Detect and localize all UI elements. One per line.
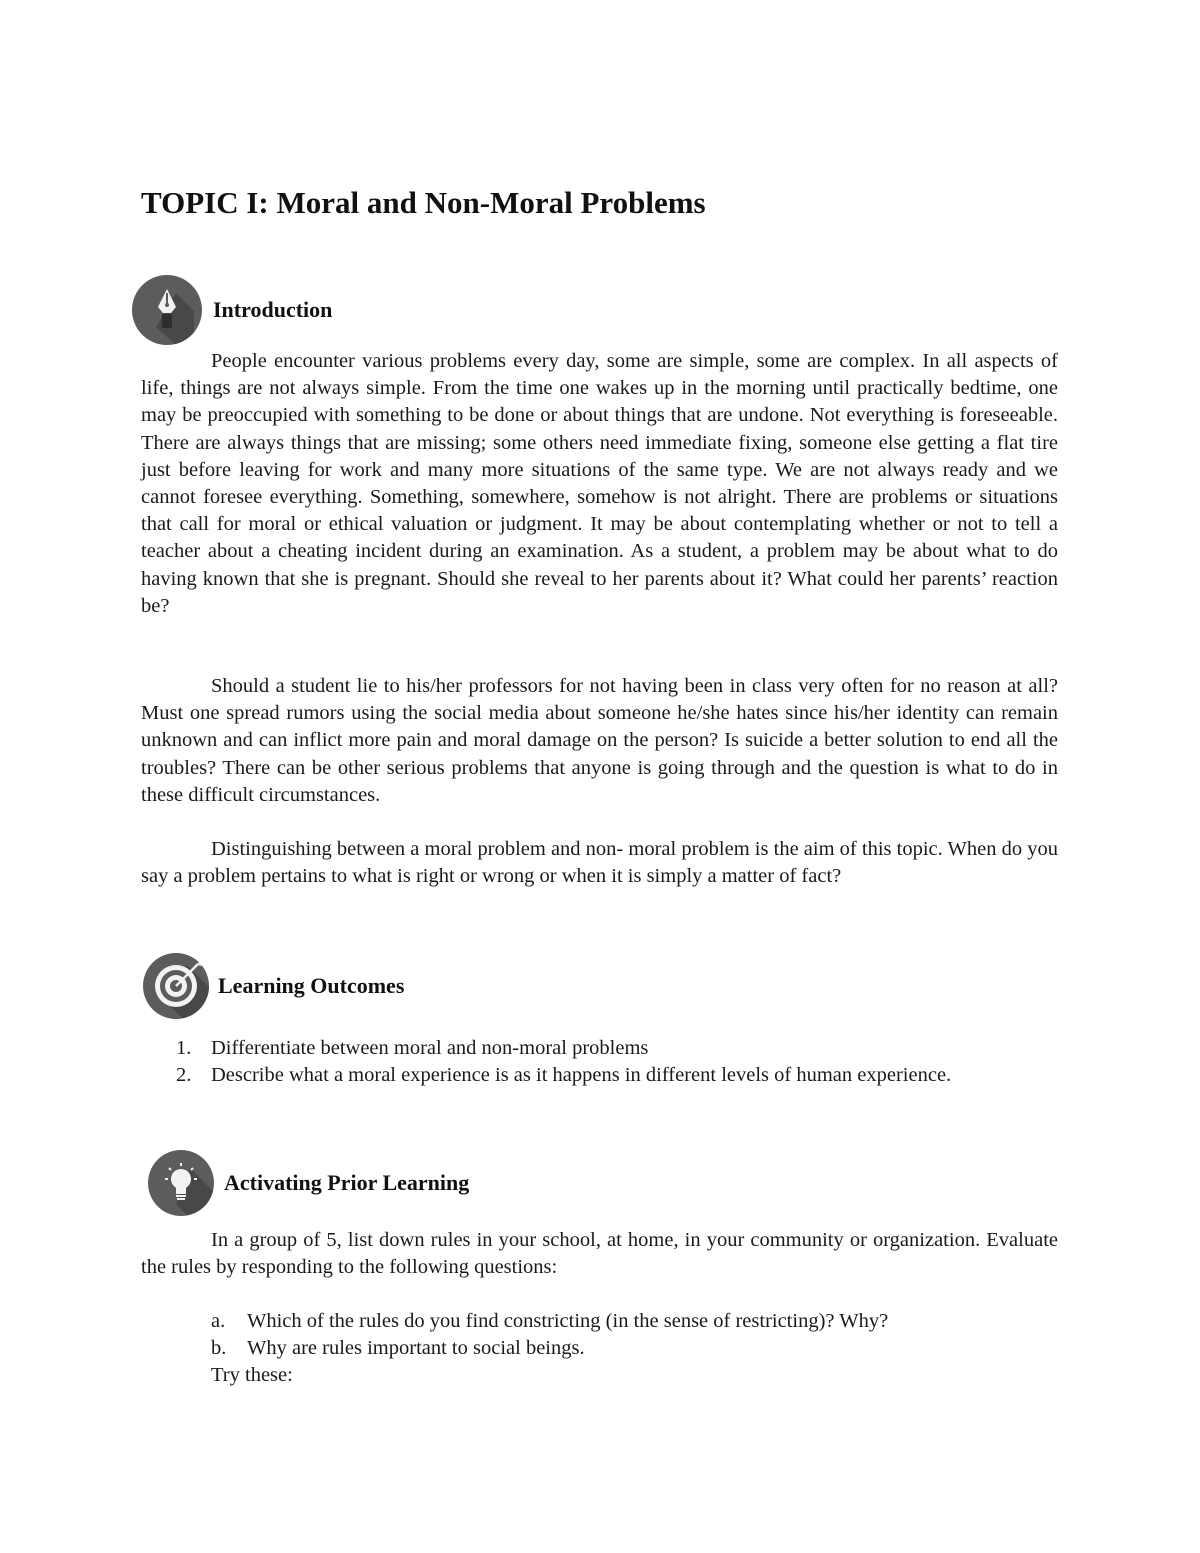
prior-learning-questions (211, 1308, 1058, 1362)
introduction-header (132, 275, 332, 345)
fountain-pen-icon (132, 275, 202, 345)
learning-outcomes-header (143, 953, 404, 1019)
intro-paragraph-2: Should a student lie to his/her professors for not having been in class very often for no reason at all? Must one spread rumors using the social media about someone he/she hates since his/her identity can remain unknown and can inflict more pain and moral damage on the person? Is suicide a better solution to end all the troubles? There can be other serious problems that anyone is going through and the question is what to do in these difficult circumstances. (141, 675, 1058, 806)
learning-outcomes-list (141, 1035, 1058, 1089)
prior-learning-header (148, 1150, 469, 1216)
page-title: TOPIC I: Moral and Non-Moral Problems (141, 185, 706, 220)
list-item-text: Why are rules important to social beings. (247, 1337, 585, 1360)
try-these-text: Try these: (211, 1364, 293, 1386)
lightbulb-icon (148, 1150, 214, 1216)
intro-paragraph-1: People encounter various problems every day, some are simple, some are complex. In all aspects of life, things are not always simple. From the time one wakes up in the morning until practically bedtime, one may be preoccupied with something to be done or about things that are undone. Not everything is foreseeable. There are always things that are missing; some others need immediate fixing, someone else getting a flat tire just before leaving for work and many more situations of the same type. We are not always ready and we cannot foresee everything. Something, somewhere, somehow is not alright. There are problems or situations that call for moral or ethical valuation or judgment. It may be about contemplating whether or not to tell a teacher about a cheating incident during an examination. As a student, a problem may be about what to do having known that she is pregnant. Should she reveal to her parents about it? What could her parents’ reaction be? (141, 350, 1058, 617)
list-item (141, 1062, 1058, 1089)
learning-outcomes-heading: Learning Outcomes (218, 973, 405, 998)
list-item-text: Describe what a moral experience is as it happens in different levels of human experience. (211, 1064, 952, 1087)
list-item (141, 1035, 1058, 1062)
list-item-text: Which of the rules do you find constricting (in the sense of restricting)? Why? (247, 1310, 889, 1332)
list-item-text: Differentiate between moral and non-moral problems (211, 1037, 649, 1059)
list-item (211, 1335, 1058, 1362)
list-item-letter: a. (211, 1310, 226, 1332)
introduction-heading: Introduction (213, 297, 333, 322)
list-item-letter: b. (211, 1337, 227, 1360)
prior-learning-paragraph: In a group of 5, list down rules in your school, at home, in your community or organization. Evaluate the rules by responding to the following questions: (141, 1229, 1058, 1279)
intro-paragraph-3: Distinguishing between a moral problem and non- moral problem is the aim of this topic. When do you say a problem pertains to what is right or wrong or when it is simply a matter of fact? (141, 838, 1058, 888)
list-item-number: 2. (176, 1064, 192, 1087)
prior-learning-heading: Activating Prior Learning (224, 1170, 470, 1195)
list-item-number: 1. (176, 1037, 192, 1059)
target-icon (143, 953, 209, 1019)
list-item (211, 1308, 1058, 1335)
